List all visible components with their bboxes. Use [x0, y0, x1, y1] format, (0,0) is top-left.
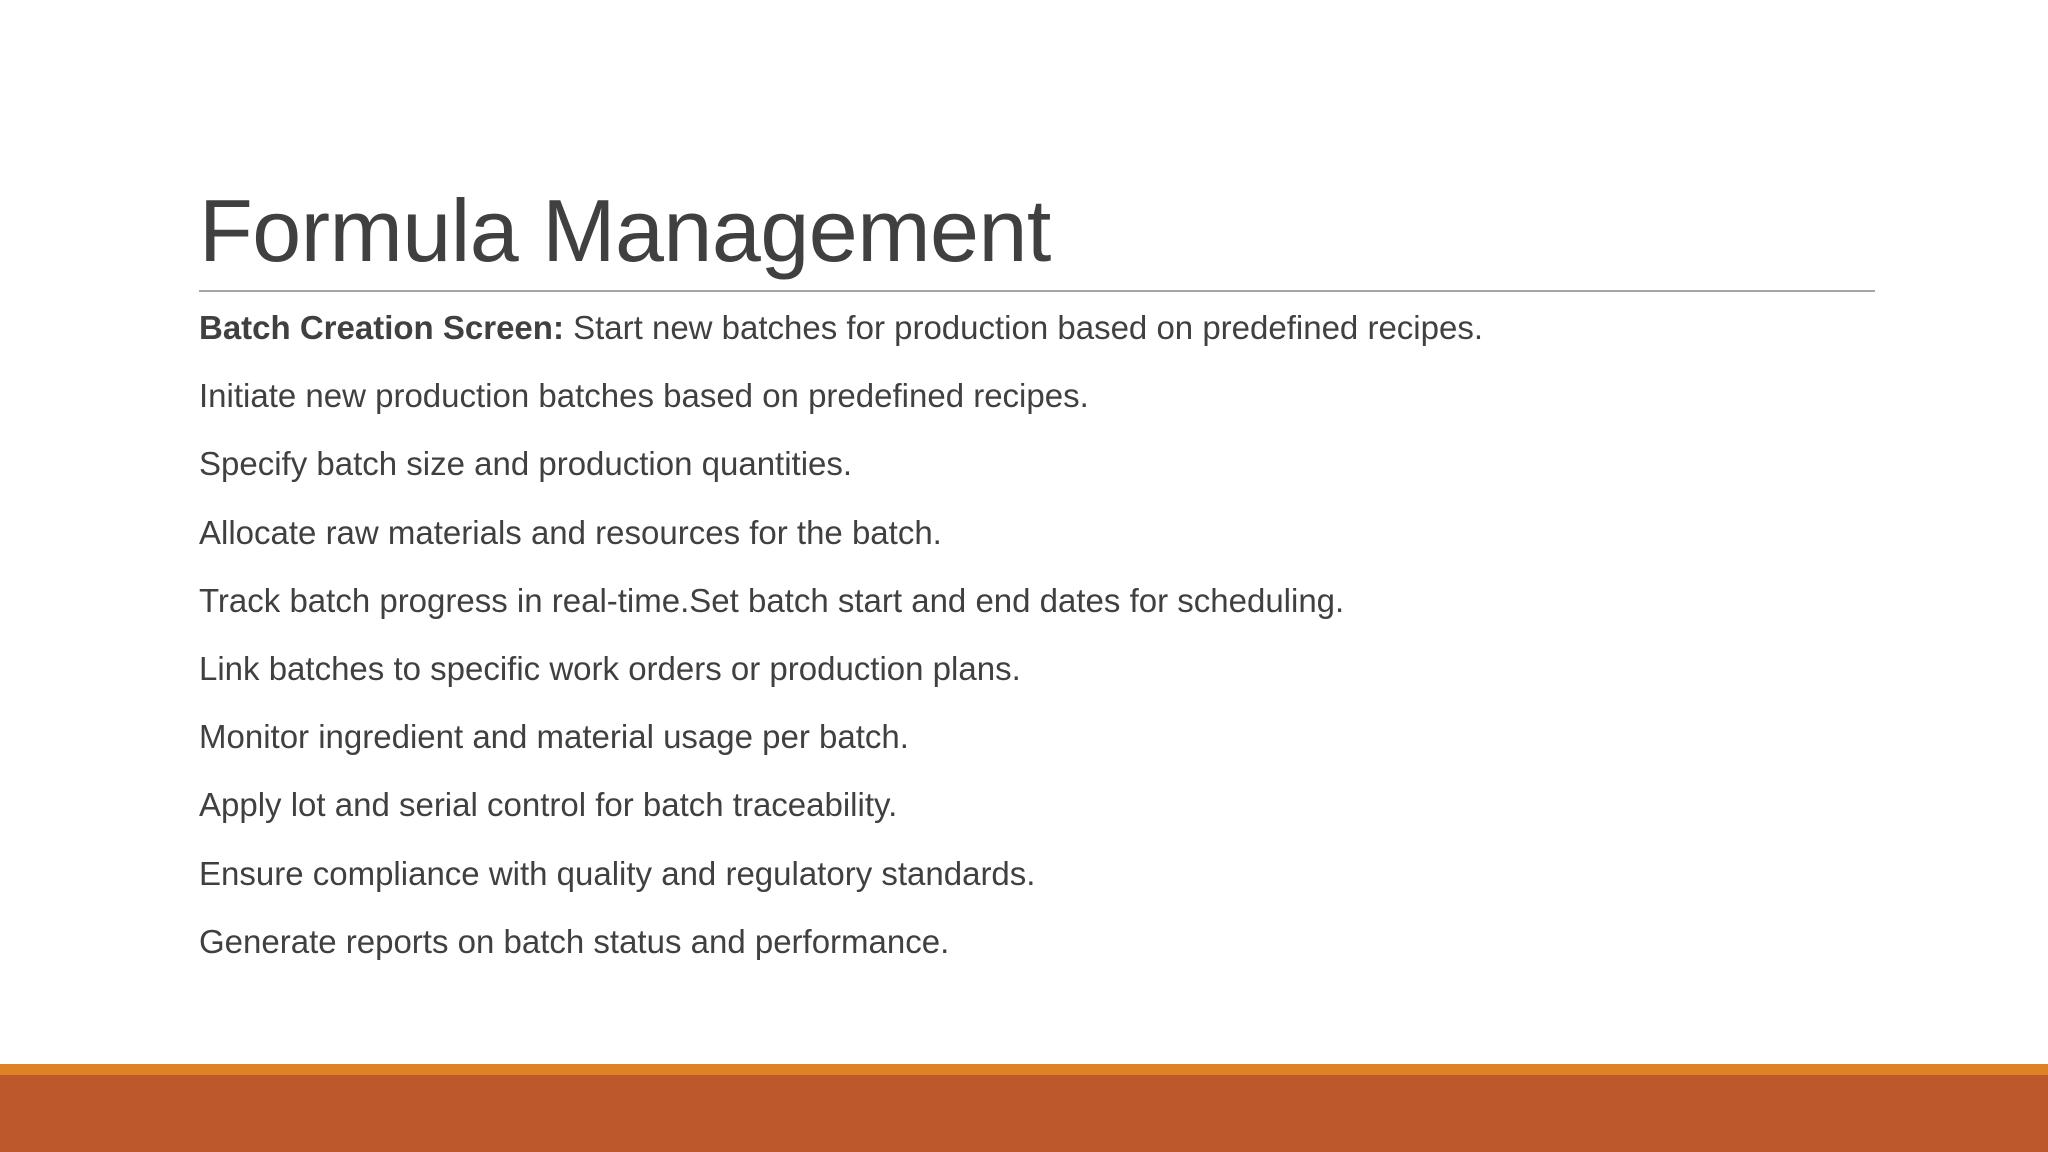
- list-item: Monitor ingredient and material usage per batch.: [199, 718, 909, 756]
- list-item: Initiate new production batches based on predefined recipes.: [199, 377, 1089, 415]
- list-item: Link batches to specific work orders or production plans.: [199, 649, 1021, 687]
- footer-band: [0, 1075, 2048, 1152]
- list-item: Specify batch size and production quantities.: [199, 445, 853, 483]
- list-item: Track batch progress in real-time.Set batch start and end dates for scheduling.: [199, 581, 1345, 619]
- list-item-lead: [199, 308, 1849, 348]
- footer-accent-stripe: [0, 1064, 2048, 1075]
- bullet-list: [199, 308, 1849, 990]
- lead-label: Batch Creation Screen:: [199, 309, 564, 346]
- list-item: Allocate raw materials and resources for the batch.: [199, 513, 942, 551]
- lead-text: Start new batches for production based on predefined recipes.: [563, 309, 1484, 346]
- title-divider: [199, 290, 1875, 292]
- list-item: Apply lot and serial control for batch traceability.: [199, 786, 898, 824]
- list-item: Generate reports on batch status and performance.: [199, 922, 950, 960]
- list-item: Ensure compliance with quality and regulatory standards.: [199, 854, 1036, 892]
- slide-title: Formula Management: [199, 181, 1051, 280]
